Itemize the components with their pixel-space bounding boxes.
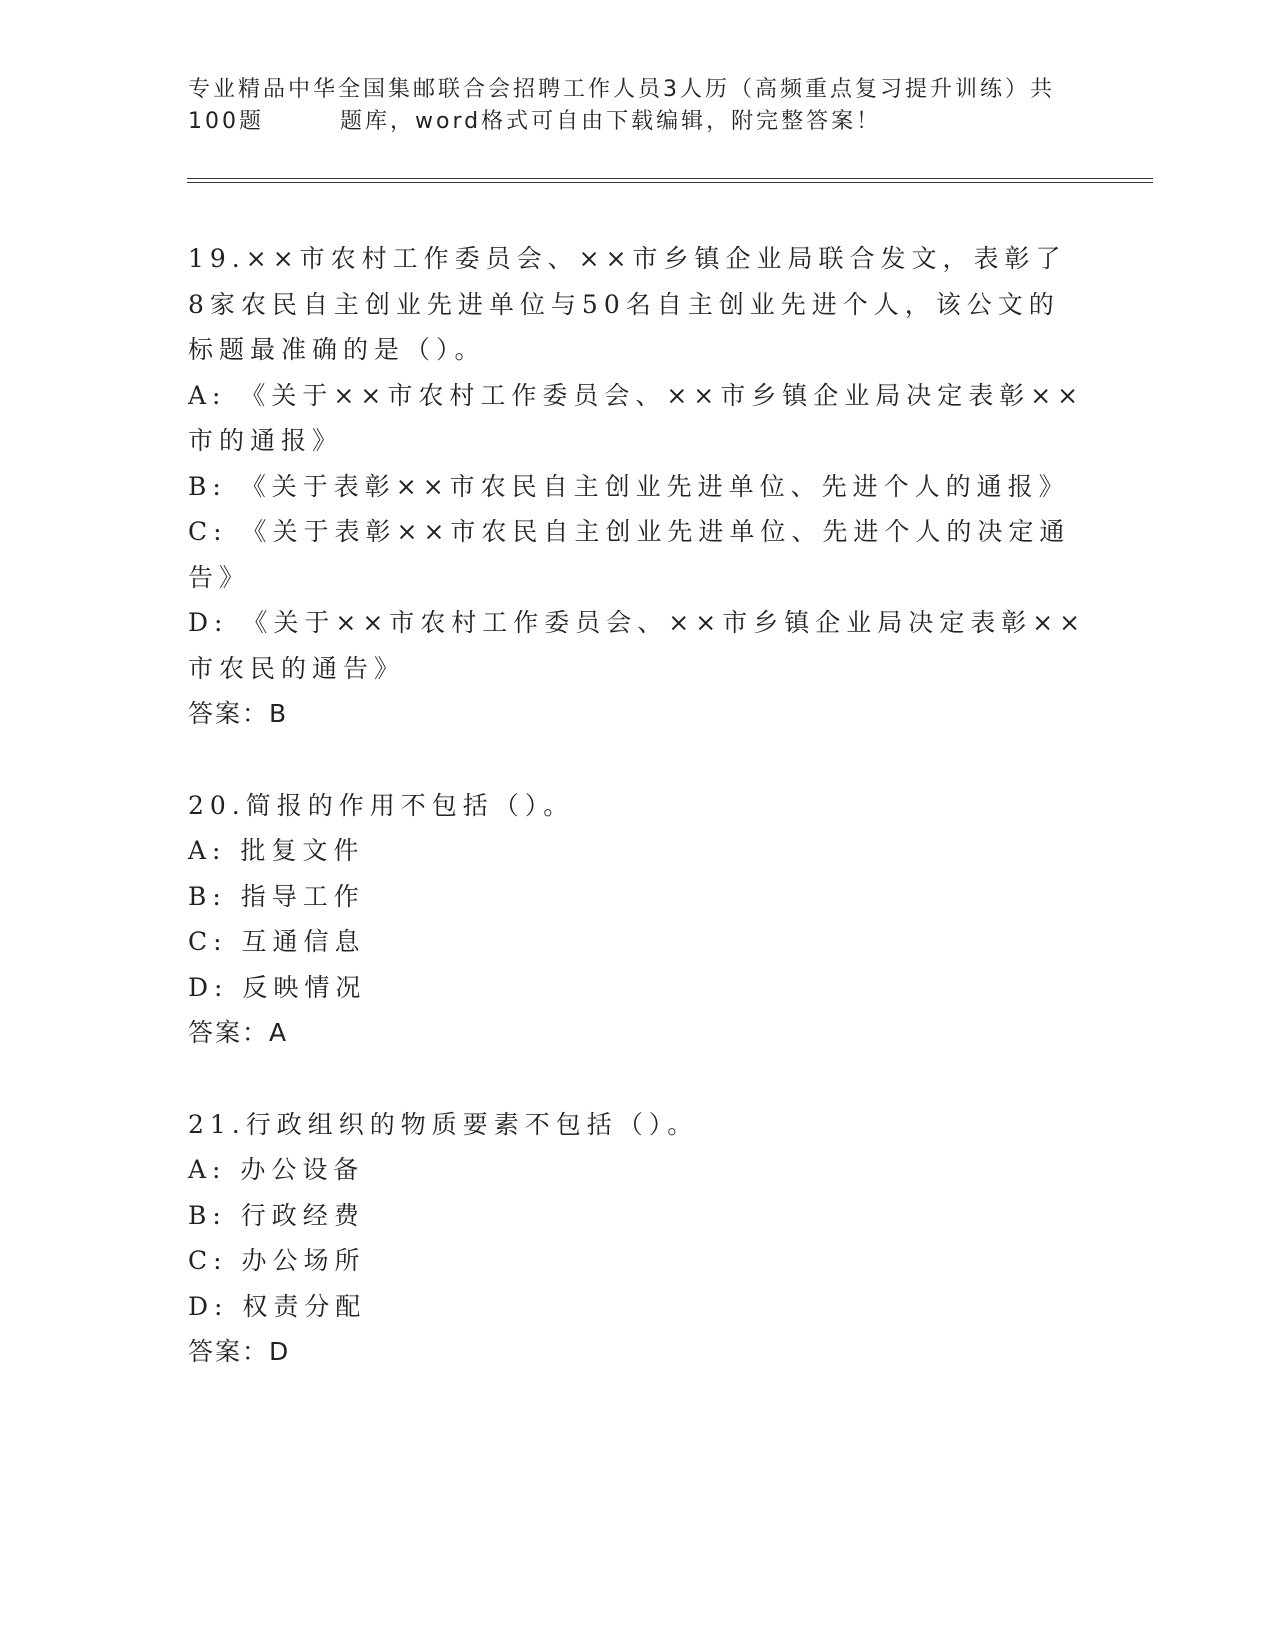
header-rule-top: [187, 178, 1153, 179]
question-20: [188, 783, 1088, 1056]
header-title-line1: 专业精品中华全国集邮联合会招聘工作人员3人历（高频重点复习提升训练）共: [188, 77, 1055, 102]
question-stem: 21.行政组织的物质要素不包括（）。: [188, 1109, 699, 1139]
question-19: [188, 236, 1088, 737]
option-c: C: 《关于表彰××市农民自主创业先进单位、先进个人的决定通告》: [188, 517, 1071, 592]
answer-line: [188, 1010, 1088, 1056]
header-description: 题库，word格式可自由下载编辑，附完整答案！: [340, 109, 882, 134]
question-stem: 20.简报的作用不包括（）。: [188, 790, 575, 820]
answer-value: D: [269, 1337, 291, 1366]
question-21: [188, 1102, 1088, 1375]
option-d: D: 反映情况: [188, 972, 367, 1002]
option-b: B: 《关于表彰××市农民自主创业先进单位、先进个人的通报》: [188, 471, 1070, 501]
option-a: A: 《关于××市农村工作委员会、××市乡镇企业局决定表彰××市的通报》: [188, 380, 1085, 455]
option-d: D: 《关于××市农村工作委员会、××市乡镇企业局决定表彰××市农民的通告》: [188, 608, 1087, 683]
answer-line: [188, 691, 1088, 737]
answer-label: 答案：: [188, 1018, 270, 1047]
page-header: [188, 74, 1068, 138]
option-a: A: 批复文件: [188, 836, 365, 865]
answer-value: A: [269, 1018, 289, 1047]
question-list: [188, 236, 1088, 1421]
option-a: A: 办公设备: [188, 1155, 365, 1184]
header-title-line2: [188, 106, 1068, 138]
answer-label: 答案：: [188, 699, 270, 728]
option-c: C: 办公场所: [188, 1246, 366, 1275]
option-b: B: 指导工作: [188, 881, 365, 911]
question-stem: 19.××市农村工作委员会、××市乡镇企业局联合发文，表彰了8家农民自主创业先进单位与50名自主创业先进个人，该公文的标题最准确的是（）。: [188, 244, 1067, 364]
header-question-count: 100题: [188, 109, 264, 134]
answer-line: [188, 1329, 1088, 1375]
answer-label: 答案：: [188, 1337, 270, 1366]
option-c: C: 互通信息: [188, 927, 366, 956]
header-rule-bottom: [187, 182, 1153, 183]
option-b: B: 行政经费: [188, 1200, 365, 1230]
option-d: D: 权责分配: [188, 1291, 367, 1321]
answer-value: B: [269, 699, 289, 728]
